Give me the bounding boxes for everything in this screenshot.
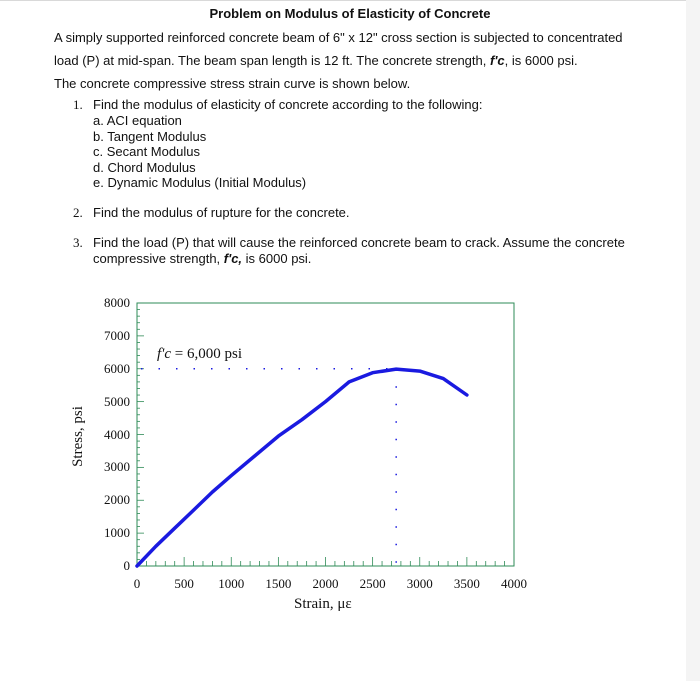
y-tick-label: 6000 bbox=[104, 360, 130, 376]
y-tick-label: 2000 bbox=[104, 492, 130, 508]
y-axis-label: Stress, psi bbox=[69, 406, 86, 467]
fc-symbol: f'c bbox=[489, 53, 505, 68]
sub-item: b. Tangent Modulus bbox=[93, 128, 207, 144]
question-number: 2. bbox=[73, 205, 83, 220]
sub-item: e. Dynamic Modulus (Initial Modulus) bbox=[93, 175, 307, 190]
sub-item: a. ACI equation bbox=[93, 113, 182, 128]
tick-marks bbox=[137, 303, 514, 566]
x-tick-label: 1000 bbox=[218, 576, 245, 591]
question-number: 3. bbox=[73, 235, 83, 250]
y-tick-label: 7000 bbox=[104, 327, 130, 343]
sub-item: d. Chord Modulus bbox=[93, 159, 196, 175]
y-tick-label: 5000 bbox=[104, 393, 130, 409]
intro-line-1: A simply supported reinforced concrete beam of 6" x 12" cross section is subjected to concentrated bbox=[54, 30, 623, 45]
y-tick-label: 0 bbox=[123, 558, 130, 573]
x-tick-label: 2500 bbox=[359, 576, 386, 591]
x-tick-label: 3000 bbox=[406, 576, 433, 591]
question-number: 1. bbox=[73, 97, 83, 112]
fc-annotation-symbol: f'c bbox=[157, 346, 172, 362]
fc-annotation-text: = 6,000 psi bbox=[174, 346, 243, 362]
x-tick-label: 2000 bbox=[312, 576, 339, 591]
x-tick-label: 3500 bbox=[453, 576, 480, 591]
question-text: Find the modulus of elasticity of concrete according to the following: bbox=[93, 97, 483, 112]
x-tick-label: 500 bbox=[174, 576, 194, 591]
x-tick-label: 0 bbox=[133, 576, 141, 591]
plot-frame bbox=[137, 303, 514, 566]
fc-annotation bbox=[157, 346, 242, 363]
x-axis-label: Strain, με bbox=[294, 596, 352, 612]
y-tick-label: 3000 bbox=[104, 459, 130, 475]
question-text: Find the modulus of rupture for the concrete. bbox=[93, 205, 350, 220]
stress-strain-curve bbox=[137, 369, 467, 566]
question-text: Find the load (P) that will cause the reinforced concrete beam to crack. Assume the concrete bbox=[93, 235, 625, 250]
y-tick-label: 4000 bbox=[104, 426, 130, 442]
y-tick-label: 8000 bbox=[104, 295, 130, 310]
x-tick-label: 4000 bbox=[501, 576, 527, 591]
sub-item: c. Secant Modulus bbox=[93, 144, 200, 159]
page-title: Problem on Modulus of Elasticity of Concrete bbox=[209, 6, 491, 21]
intro-line-3: The concrete compressive stress strain curve is shown below. bbox=[54, 76, 411, 91]
question-text-line-2: compressive strength, f'c, is 6000 psi. bbox=[93, 251, 312, 266]
y-tick-label: 1000 bbox=[104, 525, 130, 541]
x-tick-label: 1500 bbox=[265, 576, 292, 591]
reference-lines bbox=[141, 369, 396, 566]
fc-symbol: f'c, bbox=[223, 251, 243, 266]
intro-line-2: load (P) at mid-span. The beam span length is 12 ft. The concrete strength, f'c, is 6000 psi. bbox=[54, 53, 578, 68]
